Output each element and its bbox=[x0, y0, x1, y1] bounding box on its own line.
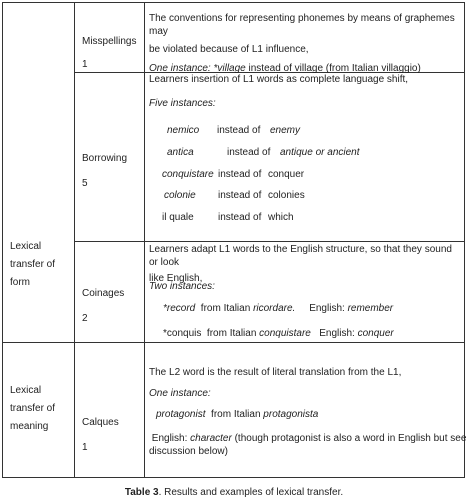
calques-instance: protagonist from Italian protagonista bbox=[156, 409, 319, 420]
calques-count: 1 bbox=[82, 442, 88, 453]
col-divider-2 bbox=[144, 3, 145, 477]
coinages-instance-2: *conquis from Italian conquistare English: conquer bbox=[163, 328, 394, 339]
coinages-label: Coinages bbox=[82, 288, 125, 299]
borrowing-label: Borrowing bbox=[82, 153, 128, 164]
misspellings-instance: One instance: *village instead of village (from Italian villaggio) bbox=[149, 63, 421, 74]
borrowing-instance-4: colonie instead of colonies bbox=[164, 190, 305, 201]
category-form: Lexical transfer of form bbox=[10, 241, 56, 288]
row-divider-2 bbox=[74, 241, 464, 242]
borrowing-instance-2: antica instead of antique or ancient bbox=[167, 147, 360, 158]
calques-label: Calques bbox=[82, 417, 119, 428]
calques-english: English: character (though protagonist is also a word in English but see discussion below) bbox=[149, 433, 467, 457]
col-divider-1 bbox=[74, 3, 75, 477]
borrowing-instance-5: il quale instead of which bbox=[162, 212, 294, 223]
borrowing-description: Learners insertion of L1 words as complete language shift, bbox=[149, 74, 409, 85]
borrowing-instance-3: conquistare instead of conquer bbox=[162, 169, 305, 180]
misspellings-label: Misspellings bbox=[82, 36, 137, 47]
calques-description: The L2 word is the result of literal translation from the L1, bbox=[149, 367, 402, 378]
borrowing-count: 5 bbox=[82, 178, 88, 189]
misspellings-count: 1 bbox=[82, 59, 88, 70]
misspellings-description: The conventions for representing phonemes by means of graphemes may be violated because of L1 influence, One instance: *village instead of village (from Italian villaggio) bbox=[149, 12, 459, 75]
coinages-count: 2 bbox=[82, 313, 88, 324]
row-divider-3 bbox=[3, 342, 464, 343]
borrowing-instance-1: nemico instead of enemy bbox=[167, 125, 301, 136]
table-caption: Table 3. Results and examples of lexical transfer. bbox=[124, 487, 344, 498]
borrowing-instances-head: Five instances: bbox=[149, 98, 216, 109]
coinages-instance-1: *record from Italian ricordare. English: remember bbox=[163, 303, 394, 314]
category-meaning: Lexical transfer of meaning bbox=[10, 385, 56, 432]
coinages-instances-head: Two instances: bbox=[149, 281, 215, 292]
coinages-description: Learners adapt L1 words to the English structure, so that they sound or look like English, bbox=[149, 244, 452, 284]
calques-instance-head: One instance: bbox=[149, 388, 211, 399]
